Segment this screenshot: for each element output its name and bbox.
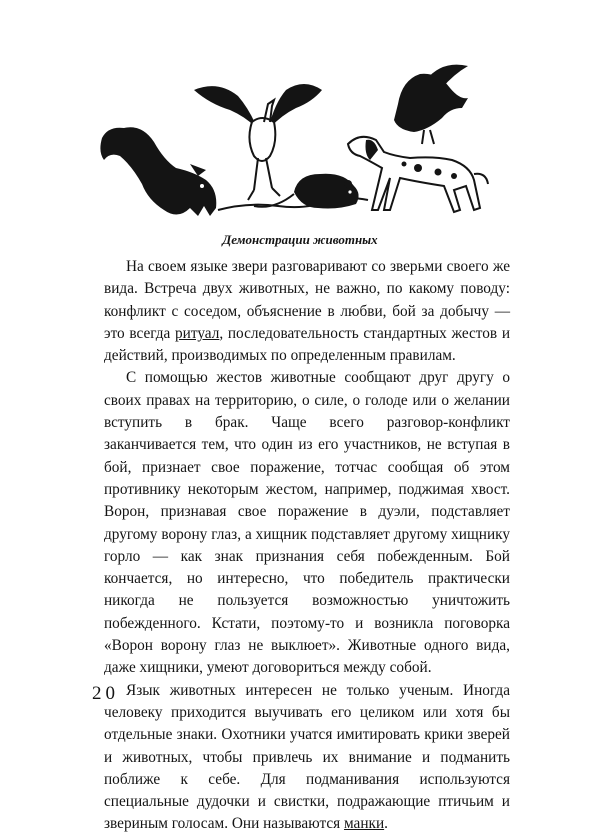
page-number: 20	[92, 683, 119, 704]
dog-figure	[348, 137, 488, 212]
crow-figure	[394, 65, 468, 144]
term-ritual: ритуал	[175, 324, 220, 342]
cat-figure	[100, 127, 216, 216]
text-run: С помощью жестов животные сообщают друг другу о своих правах на территорию, о силе, о голоде или о желании вступить в брак. Чаще всего разговор-конфликт заканчивается тем, что один из его участников, не вступая в бой, признает свое поражение, тотчас сообщая об этом противнику некоторым жестом, например, поджимая хвост. Ворон, признавая свое поражение в дуэли, подставляет другому ворону глаз, а хищник подставляет другому хищнику горло — как знак признания себя побежденным. Бой кончается, но интересно, что победитель практически никогда не пользуется возможностью уничтожить побежденного. Кстати, поэтому-то и возникла поговорка «Ворон ворону глаз не выклюет». Животные одного вида, даже хищники, умеют договориться между собой.	[104, 369, 510, 677]
text-run: На своем языке звери разговаривают со зверьми своего же вида. Встреча двух животных, не важно, по какому поводу: конфликт с соседом, объяснение в любви, бой за добычу — это всегда	[104, 258, 510, 342]
figure-caption: Демонстрации животных	[222, 232, 378, 247]
text-run: , последовательность стандартных жестов и действий, производимых по определенным правилам.	[104, 324, 510, 365]
paragraph	[104, 367, 510, 679]
paragraph	[104, 256, 510, 367]
animal-demonstrations-illustration	[98, 60, 490, 230]
body-text	[104, 256, 510, 836]
paragraph	[104, 680, 510, 836]
term-manki: манки	[343, 815, 385, 833]
text-run: .	[384, 815, 388, 833]
text-run: Язык животных интересен не только ученым. Иногда человеку приходится выучивать его целиком или хотя бы отдельные знаки. Охотники учатся имитировать крики зверей и животных, чтобы привлечь их внимание и подманить поближе к себе. Для подманивания используются специальные дудочки и свистки, подражающие птичьим и звериным голосам. Они называются	[104, 681, 510, 833]
